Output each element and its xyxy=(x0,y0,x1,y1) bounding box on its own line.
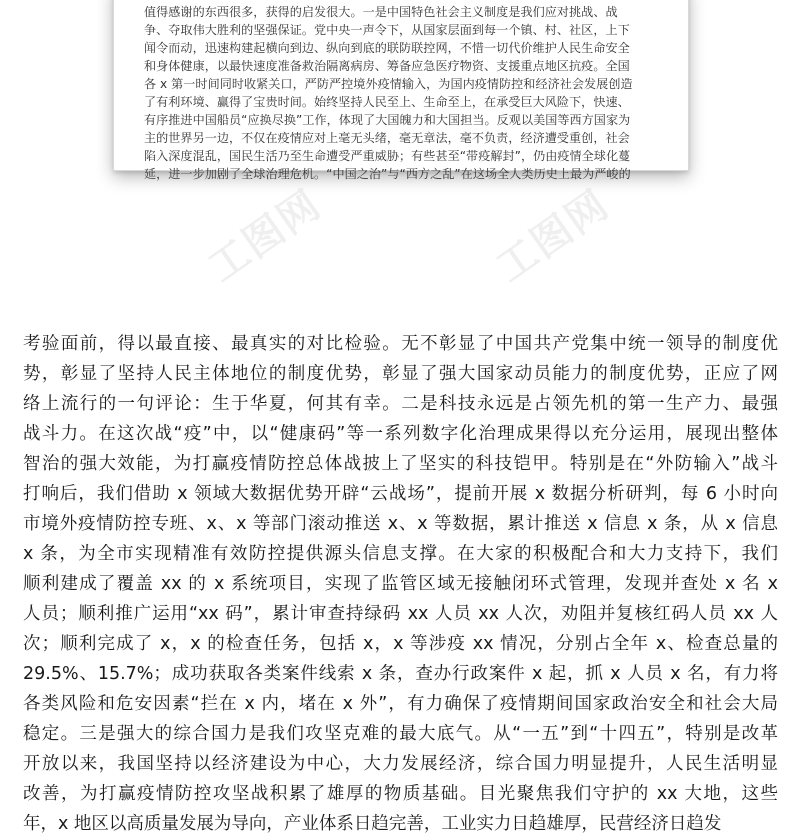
card-line: 值得感谢的东西很多，获得的启发很大。一是中国特色社会主义制度是我们应对挑战、战 xyxy=(144,5,618,19)
quoted-paragraph-card xyxy=(113,0,689,181)
watermark-logo: 工图网 xyxy=(200,181,330,292)
body-line: 稳定。三是强大的综合国力是我们攻坚克难的最大底气。从“一五”到“十四五”，特别是改革 xyxy=(23,724,778,744)
card-line: 了有利环境、赢得了宝贵时间。始终坚持人民至上、生命至上，在承受巨大风险下，快速、 xyxy=(144,95,630,109)
body-line: 顺利建成了覆盖 xx 的 x 系统项目，实现了监管区域无接触闭环式管理，发现并查处 x 名 x xyxy=(23,574,778,594)
body-line: 络上流行的一句评论：生于华夏，何其有幸。二是科技永远是占领先机的第一生产力、最强 xyxy=(23,394,778,414)
card-line: 有序推进中国船员“应换尽换”工作，体现了大国魄力和大国担当。反观以美国等西方国家为 xyxy=(144,113,631,127)
body-line: 打响后，我们借助 x 领域大数据优势开辟“云战场”，提前开展 x 数据分析研判，每 6 小时向 xyxy=(23,484,778,504)
body-line: 人员；顺利推广运用“xx 码”，累计审查持绿码 xx 人员 xx 人次，劝阻并复核红码人员 xx 人 xyxy=(23,604,778,624)
body-line: 市境外疫情防控专班、x、x 等部门滚动推送 x、x 等数据，累计推送 x 信息 x 条，从 x 信息 xyxy=(23,514,778,534)
body-line: 改善，为打赢疫情防控攻坚战积累了雄厚的物质基础。目光聚焦我们守护的 xx 大地，这些 xyxy=(23,784,778,804)
body-line: 29.5%、15.7%；成功获取各类案件线索 x 条，查办行政案件 x 起，抓 x 人员 x 名，有力将 xyxy=(23,664,778,684)
card-line: 闻令而动，迅速构建起横向到边、纵向到底的联防联控网，不惜一切代价维护人民生命安全 xyxy=(144,41,630,55)
body-paragraph xyxy=(23,329,778,839)
body-line: 势，彰显了坚持人民主体地位的制度优势，彰显了强大国家动员能力的制度优势，正应了网 xyxy=(23,364,778,384)
body-line: 智治的强大效能，为打赢疫情防控总体战披上了坚实的科技铠甲。特别是在“外防输入”战斗 xyxy=(23,454,778,474)
body-line: 考验面前，得以最直接、最真实的对比检验。无不彰显了中国共产党集中统一领导的制度优 xyxy=(23,334,778,354)
card-line: 争、夺取伟大胜利的坚强保证。党中央一声令下，从国家层面到每一个镇、村、社区，上下 xyxy=(144,23,630,37)
quoted-paragraph-text xyxy=(144,3,658,183)
body-line: 次；顺利完成了 x，x 的检查任务，包括 x，x 等涉疫 xx 情况，分别占全年 x、检查总量的 xyxy=(23,634,778,654)
body-line: 各类风险和危安因素“拦在 x 内，堵在 x 外”，有力确保了疫情期间国家政治安全和社会大局 xyxy=(23,694,778,714)
body-line: x 条，为全市实现精准有效防控提供源头信息支撑。在大家的积极配合和大力支持下，我们 xyxy=(23,544,778,564)
card-line: 陷入深度混乱，国民生活乃至生命遭受严重威胁；有些甚至“带疫解封”，仍由疫情全球化蔓 xyxy=(144,149,631,163)
body-line: 战斗力。在这次战“疫”中，以“健康码”等一系列数字化治理成果得以充分运用，展现出整体 xyxy=(23,424,778,444)
card-line: 各 x 第一时间同时收紧关口，严防严控境外疫情输入，为国内疫情防控和经济社会发展创造 xyxy=(144,77,633,91)
card-line: 主的世界另一边，不仅在疫情应对上毫无头绪，毫无章法，毫不负责，经济遭受重创，社会 xyxy=(144,131,630,145)
body-line: 年，x 地区以高质量发展为导向，产业体系日趋完善，工业实力日趋雄厚，民营经济日趋发 xyxy=(23,814,722,834)
body-line: 开放以来，我国坚持以经济建设为中心，大力发展经济，综合国力明显提升，人民生活明显 xyxy=(23,754,778,774)
card-line: 延，进一步加剧了全球治理危机。“中国之治”与“西方之乱”在这场全人类历史上最为严峻的 xyxy=(144,167,631,181)
watermark-logo: 工图网 xyxy=(488,181,618,292)
card-line: 和身体健康，以最快速度准备救治隔离病房、筹备应急医疗物资、支援重点地区抗疫。全国 xyxy=(144,59,630,73)
